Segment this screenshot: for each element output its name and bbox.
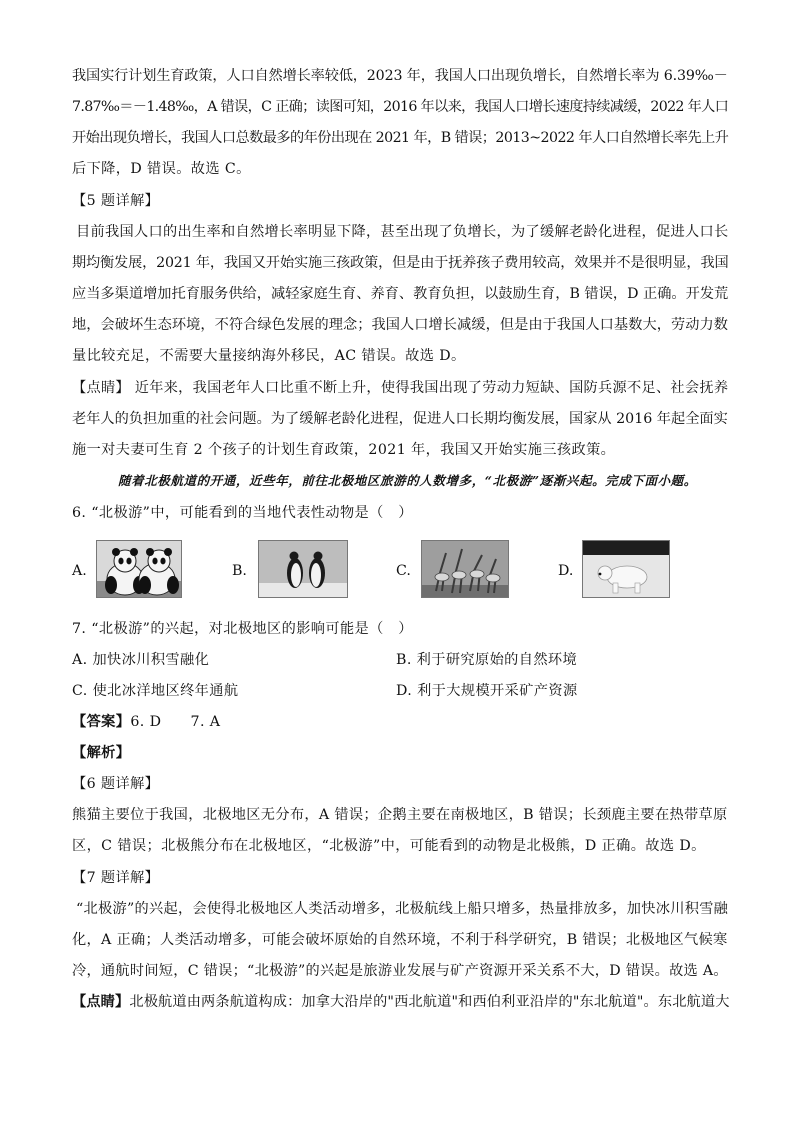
intro-line-4: 后下降，D 错误。故选 C。 <box>72 161 251 177</box>
q7-option-a: A. 加快冰川积雪融化 <box>72 652 210 668</box>
q6-stem: 6. “北极游”中，可能看到的当地代表性动物是（ ） <box>72 505 413 521</box>
answer-row <box>72 712 220 732</box>
tip2-line <box>72 992 730 1012</box>
q6-option-a-letter: A. <box>72 563 87 579</box>
penguin-photo-icon <box>258 540 348 598</box>
q7-option-d: D. 利于大规模开采矿产资源 <box>396 683 578 699</box>
analysis-heading: 【解析】 <box>72 745 131 761</box>
q6-option-c-letter: C. <box>396 563 411 579</box>
q5-line-1: 目前我国人口的出生率和自然增长率明显下降，甚至出现了负增长，为了缓解老龄化进程，促进人口长 <box>76 224 729 240</box>
q5-heading: 【5 题详解】 <box>72 193 160 209</box>
q6-detail-heading: 【6 题详解】 <box>72 776 160 792</box>
tip1-line-2: 老年人的负担加重的社会问题。为了缓解老龄化进程，促进人口长期均衡发展，国家从 2016 年起全面实 <box>72 411 728 427</box>
q5-line-4: 地，会破坏生态环境，不符合绿色发展的理念；我国人口增长减缓，但是由于我国人口基数大，劳动力数 <box>72 317 729 333</box>
q6-option-b-letter: B. <box>232 563 247 579</box>
polar-bear-photo-icon <box>582 540 670 598</box>
q7-stem: 7. “北极游”的兴起，对北极地区的影响可能是（ ） <box>72 621 413 637</box>
tip2-label: 【点睛】 <box>72 994 130 1010</box>
q5-line-3: 应当多渠道增加托育服务供给，减轻家庭生育、养育、教育负担，以鼓励生育，B 错误，D 正确。开发荒 <box>72 286 729 302</box>
tip1-line-3: 施一对夫妻可生育 2 个孩子的计划生育政策，2021 年，我国又开始实施三孩政策。 <box>72 442 616 458</box>
q5-line-2: 期均衡发展，2021 年，我国又开始实施三孩政策，但是由于抚养孩子费用较高，效果并不是很明显，我国 <box>72 255 729 271</box>
giraffe-photo-icon <box>421 540 509 598</box>
q7-detail-line-2: 化，A 正确；人类活动增多，可能会破坏原始的自然环境，不利于科学研究，B 错误；北极地区气候寒 <box>72 932 728 948</box>
q6-detail-line-2: 区，C 错误；北极熊分布在北极地区，“北极游”中，可能看到的动物是北极熊，D 正确。故选 D。 <box>72 838 706 854</box>
tip1-line-1: 【点睛】 近年来，我国老年人口比重不断上升，使得我国出现了劳动力短缺、国防兵源不足、社会抚养 <box>72 380 729 396</box>
q5-line-5: 量比较充足，不需要大量接纳海外移民，AC 错误。故选 D。 <box>72 348 466 364</box>
answer-text: 6. D 7. A <box>130 714 221 730</box>
q7-detail-line-1: “北极游”的兴起，会使得北极地区人类活动增多，北极航线上船只增多，热量排放多，加快冰川积雪融 <box>76 901 729 917</box>
intro-line-1: 我国实行计划生育政策，人口自然增长率较低，2023 年，我国人口出现负增长，自然增长率为 6.39‰－ <box>72 68 728 84</box>
tip2-text: 北极航道由两条航道构成：加拿大沿岸的"西北航道"和西伯利亚沿岸的"东北航道"。东北航道大 <box>129 994 730 1010</box>
intro-line-3: 开始出现负增长，我国人口总数最多的年份出现在 2021 年，B 错误；2013~2022 年人口自然增长率先上升 <box>72 130 729 146</box>
q7-option-b: B. 利于研究原始的自然环境 <box>396 652 578 668</box>
q6-detail-line-1: 熊猫主要位于我国，北极地区无分布，A 错误；企鹅主要在南极地区，B 错误；长颈鹿主要在热带草原 <box>72 807 728 823</box>
answer-label: 【答案】 <box>72 714 131 730</box>
q7-detail-line-3: 冷，通航时间短，C 错误；“北极游”的兴起是旅游业发展与矿产资源开采关系不大，D 错误。故选 A。 <box>72 963 728 979</box>
intro-line-2: 7.87‰＝－1.48‰，A 错误，C 正确；读图可知，2016 年以来，我国人口增长速度持续减缓，2022 年人口 <box>72 99 729 115</box>
q6-option-d-letter: D. <box>558 563 574 579</box>
panda-photo-icon <box>96 540 182 598</box>
material-statement: 随着北极航道的开通，近些年，前往北极地区旅游的人数增多，“北极游”逐渐兴起。完成下面小题。 <box>118 473 697 488</box>
q7-detail-heading: 【7 题详解】 <box>72 870 160 886</box>
q7-option-c: C. 使北冰洋地区终年通航 <box>72 683 239 699</box>
